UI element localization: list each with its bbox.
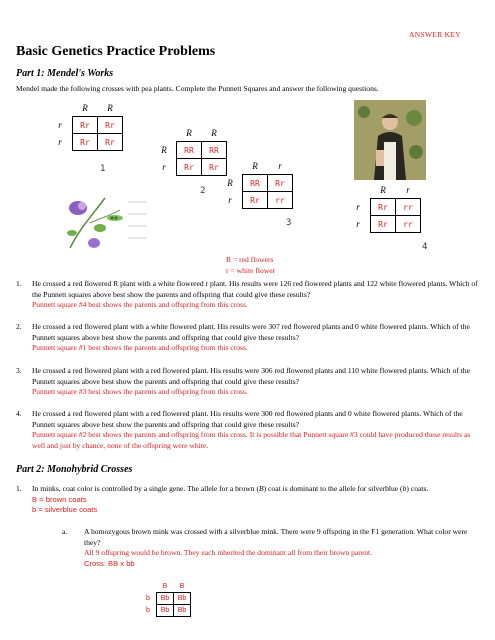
genotype-cell: RR	[177, 142, 202, 159]
allele-header: r	[356, 219, 360, 229]
allele-header: R	[82, 103, 88, 113]
punnett-square-2	[152, 125, 227, 176]
allele-header: r	[228, 195, 232, 205]
part1-heading: Part 1: Mendel's Works	[16, 68, 114, 79]
square-number-1: 1	[100, 164, 106, 174]
answer-text: Punnett square #3 best shows the parents and offspring from this cross.	[32, 387, 248, 397]
allele-header: b	[146, 607, 150, 614]
genotype-cell: Rr	[268, 175, 293, 192]
allele-header: R	[186, 128, 192, 138]
allele-header: r	[278, 161, 282, 171]
punnett-square-1	[48, 100, 123, 151]
genotype-cell: Rr	[202, 159, 227, 176]
cross-notation: Cross: BB x bb	[84, 558, 135, 568]
punnett-square-4	[346, 182, 421, 233]
allele-key-b: b = silverblue coats	[32, 505, 98, 515]
genotype-cell: Rr	[98, 117, 123, 134]
answer-text: Punnett square #4 best shows the parents and offspring from this cross.	[32, 300, 248, 310]
question-number: 1.	[16, 484, 22, 493]
part1-intro: Mendel made the following crosses with pea plants. Complete the Punnett Squares and answer the following questions.	[16, 84, 379, 93]
allele-header: R	[227, 178, 233, 188]
allele-header: r	[58, 137, 62, 147]
genotype-cell: Bb	[157, 605, 174, 617]
allele-header: R	[252, 161, 258, 171]
answer-text: Punnett square #1 best shows the parents and offspring from this cross.	[32, 343, 248, 353]
allele-header: r	[58, 120, 62, 130]
question-2	[16, 322, 478, 354]
question-1	[16, 279, 478, 311]
allele-header: R	[380, 185, 386, 195]
genotype-cell: Rr	[371, 216, 396, 233]
allele-header: r	[406, 185, 410, 195]
allele-header: R	[211, 128, 217, 138]
mink-question	[16, 484, 478, 516]
genotype-cell: Rr	[98, 134, 123, 151]
question-4	[16, 409, 478, 451]
allele-header: b	[146, 595, 150, 602]
question-text: He crossed a red flowered R plant with a white flowered r plant. His results were 126 red flowered plants and 122 white flowered plants. Which of the Punnett squares above best show the parents and offspring that could give these results?	[32, 279, 478, 299]
subquestion-letter: a.	[62, 527, 68, 536]
question-text: He crossed a red flowered plant with a white flowered plant. His results were 307 red flowered plants and 0 white flowered plants. Which of the Punnett squares above best show the parents and offspring that could give these results?	[32, 322, 470, 342]
mendel-portrait	[354, 100, 426, 185]
subquestion-text: A homozygous brown mink was crossed with a silverblue mink. There were 9 offspring in the F1 generation. What color were they?	[84, 527, 468, 547]
subquestion-a	[62, 527, 478, 569]
allele-header: R	[107, 103, 113, 113]
genotype-cell: Rr	[243, 192, 268, 209]
allele-header: B	[179, 583, 185, 590]
question-number: 4.	[16, 409, 22, 418]
genotype-cell: Rr	[73, 117, 98, 134]
question-text: In minks, coat color is controlled by a single gene. The allele for a brown (B) coat is dominant to the allele for silverblue (b) coats.	[32, 484, 429, 493]
allele-key-red: R = red flowers	[226, 255, 274, 264]
genotype-cell: rr	[396, 216, 421, 233]
square-number-3: 3	[286, 218, 292, 228]
mink-punnett-square	[140, 581, 191, 617]
answer-text: Punnett square #2 best shows the parents and offspring from this cross. It is possible that Punnett square #3 could have produced these results as well and just by chance, none of the offspring were white.	[32, 430, 471, 450]
pea-plant-illustration	[60, 188, 170, 259]
square-number-4: 4	[422, 242, 428, 252]
genotype-cell: Bb	[174, 605, 191, 617]
page-title: Basic Genetics Practice Problems	[16, 44, 216, 59]
genotype-cell: Rr	[371, 199, 396, 216]
question-text: He crossed a red flowered plant with a red flowered plant. His results were 306 red flowered plants and 110 white flowered plants. Which of the Punnett squares above best show the parents and offspring that could give these results?	[32, 366, 470, 386]
part2-heading: Part 2: Monohybrid Crosses	[16, 464, 133, 475]
question-3	[16, 366, 478, 398]
question-number: 3.	[16, 366, 22, 375]
genotype-cell: RR	[202, 142, 227, 159]
genotype-cell: Bb	[157, 593, 174, 605]
allele-key-B: B = brown coats	[32, 494, 87, 504]
question-number: 2.	[16, 322, 22, 331]
genotype-cell: RR	[243, 175, 268, 192]
genotype-cell: Rr	[73, 134, 98, 151]
genotype-cell: rr	[396, 199, 421, 216]
punnett-square-3	[218, 158, 293, 209]
genotype-cell: rr	[268, 192, 293, 209]
subquestion-answer: All 9 offspring would be brown. They each inherited the dominant all from their brown parent.	[84, 548, 372, 558]
allele-header: r	[162, 162, 166, 172]
genotype-cell: Rr	[177, 159, 202, 176]
genotype-cell: Bb	[174, 593, 191, 605]
question-number: 1.	[16, 279, 22, 288]
allele-key-white: r = white flower	[226, 266, 276, 275]
allele-header: B	[162, 583, 168, 590]
square-number-2: 2	[200, 186, 206, 196]
allele-header: R	[161, 145, 167, 155]
allele-header: r	[356, 202, 360, 212]
answer-key-label: ANSWER KEY	[409, 30, 461, 39]
question-text: He crossed a red flowered plant with a red flowered plant. His results were 300 red flowered plants and 0 white flowered plants. Which of the Punnett squares above best show the parents and offspring that could give these results?	[32, 409, 463, 429]
